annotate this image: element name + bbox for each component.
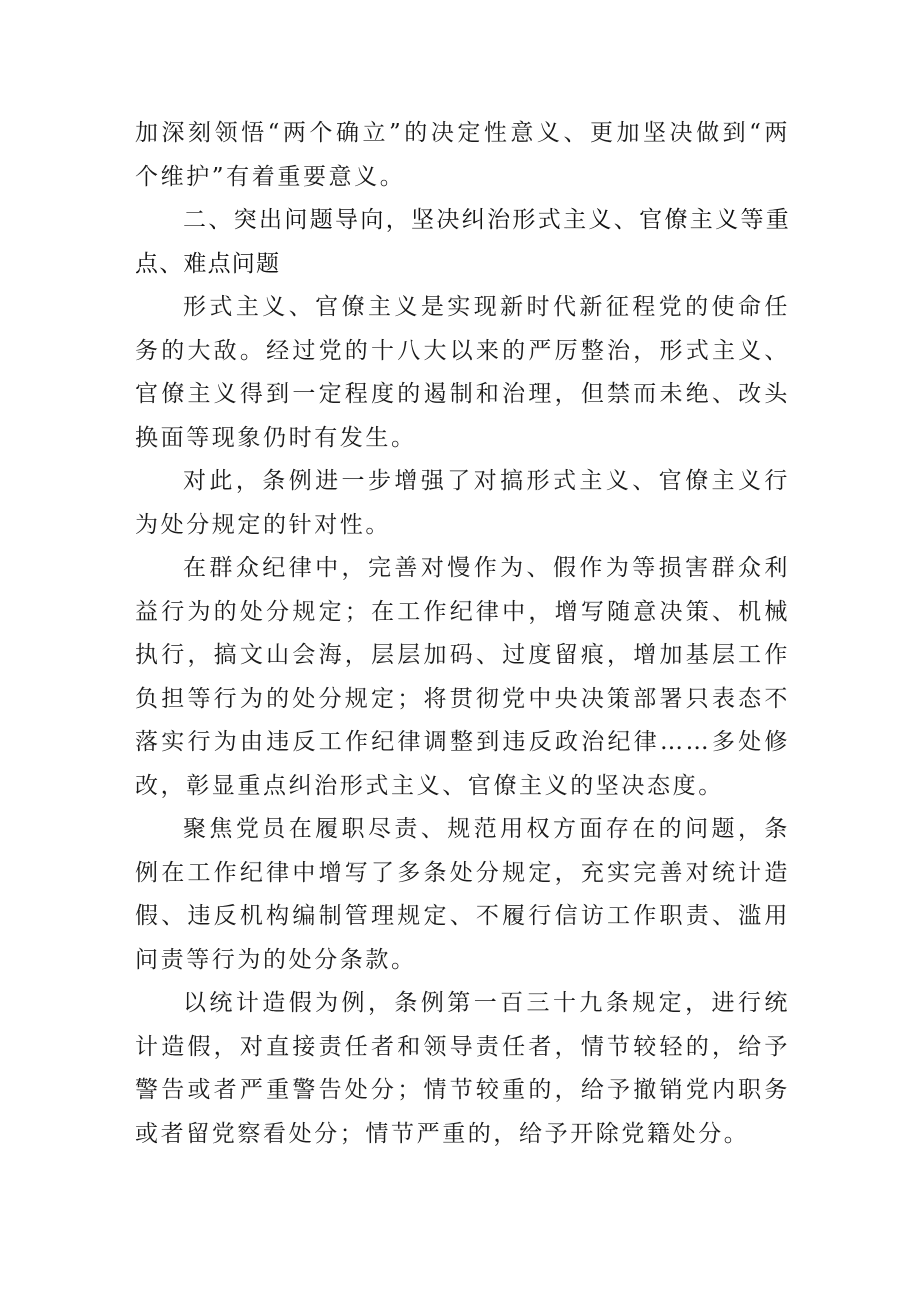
paragraph: 在群众纪律中，完善对慢作为、假作为等损害群众利益行为的处分规定；在工作纪律中，增写随意决策、机械执行，搞文山会海，层层加码、过度留痕，增加基层工作负担等行为的处分规定；将贯彻党中央决策部署只表态不落实行为由违反工作纪律调整到违反政治纪律……多处修改，彰显重点纠治形式主义、官僚主义的坚决态度。: [135, 555, 790, 799]
paragraph: 形式主义、官僚主义是实现新时代新征程党的使命任务的大敌。经过党的十八大以来的严厉整治，形式主义、官僚主义得到一定程度的遏制和治理，但禁而未绝、改头换面等现象仍时有发生。: [135, 294, 790, 451]
document-body: [135, 112, 790, 1156]
paragraph: 聚焦党员在履职尽责、规范用权方面存在的问题，条例在工作纪律中增写了多条处分规定，充实完善对统计造假、违反机构编制管理规定、不履行信访工作职责、滥用问责等行为的处分条款。: [135, 816, 790, 973]
section-heading: 二、突出问题导向，坚决纠治形式主义、官僚主义等重点、难点问题: [135, 207, 790, 277]
paragraph-continuation: 加深刻领悟“两个确立”的决定性意义、更加坚决做到“两个维护”有着重要意义。: [135, 120, 790, 190]
paragraph: 以统计造假为例，条例第一百三十九条规定，进行统计造假，对直接责任者和领导责任者，情节较轻的，给予警告或者严重警告处分；情节较重的，给予撤销党内职务或者留党察看处分；情节严重的，给予开除党籍处分。: [135, 990, 790, 1147]
paragraph: 对此，条例进一步增强了对搞形式主义、官僚主义行为处分规定的针对性。: [135, 468, 790, 538]
